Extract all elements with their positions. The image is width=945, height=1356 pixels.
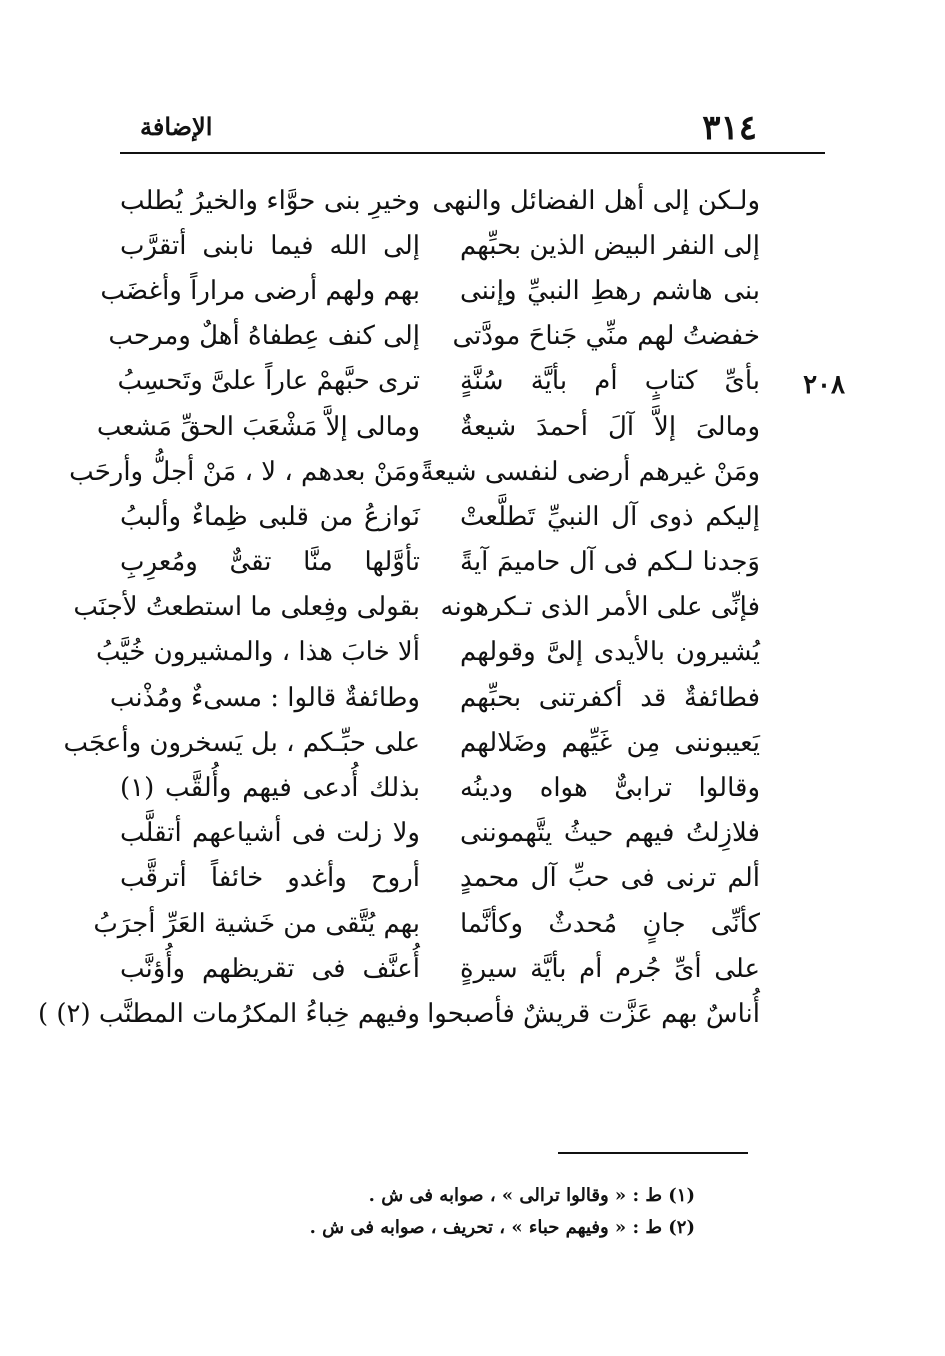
hemistich-second: وطائفةٌ قالوا : مسىءٌ ومُذْنب — [109, 682, 420, 713]
verse-row — [120, 223, 760, 268]
hemistich-first: فطائفةٌ قد أكفرتنى بحبِّهم — [460, 682, 760, 713]
verse-row — [93, 901, 760, 946]
hemistich-first: فإنِّى على الأمر الذى تـكرهونه — [440, 592, 760, 623]
verse-row — [96, 404, 760, 449]
hemistich-second: تأوَّلها منَّا تقىٌّ ومُعرِبِ — [120, 547, 420, 578]
verse-row — [120, 811, 760, 856]
hemistich-second: بهم يُتَّقى من خَشية العَرِّ أجرَبُ — [93, 908, 420, 939]
verse-row — [37, 991, 760, 1036]
footnote-rule — [558, 1152, 748, 1154]
verse-row — [63, 720, 760, 765]
verse-row — [100, 268, 760, 313]
hemistich-first: يُشيرون بالأيدى إلىَّ وقولهم — [460, 637, 760, 668]
hemistich-first: بنى هاشم رهطِ النبيِّ وإننى — [460, 275, 760, 306]
verse-row — [120, 540, 760, 585]
hemistich-second: بهم ولهم أرضى مراراً وأغضَب — [100, 275, 420, 306]
hemistich-first: ومَنْ غيرهم أرضى لنفسى شيعةً — [420, 456, 760, 487]
hemistich-second: ومَنْ بعدهم ، لا ، مَنْ أجلُّ وأرحَب — [69, 456, 420, 487]
hemistich-first: وقالوا ترابىٌّ هواه ودينُه — [460, 773, 760, 804]
hemistich-first: كأنِّى جانٍ مُحدثٌ وكأنَّما — [460, 908, 760, 939]
hemistich-first: يَعيبوننى مِن غَيِّهم وضَلالهم — [460, 727, 760, 758]
hemistich-first: خفضتُ لهم منِّي جَناحَ مودَّتى — [452, 321, 760, 352]
hemistich-second: ومالى إلاَّ مَشْعَبَ الحقِّ مَشعب — [96, 411, 420, 442]
verse-row — [120, 494, 760, 539]
hemistich-first: على أىِّ جُرم أم بأيَّة سيرةٍ — [460, 953, 760, 984]
header-rule — [120, 152, 825, 154]
hemistich-second: نَوازعُ من قلبى ظِماءٌ وألببُ — [120, 501, 420, 532]
hemistich-second: إلى الله فيما نابنى أتقرَّب — [120, 230, 420, 261]
hemistich-second: وخيرِ بنى حوَّاء والخيرُ يُطلب — [120, 185, 420, 216]
hemistich-first: ألم ترنى فى حبِّ آل محمدٍ — [460, 863, 760, 894]
hemistich-second: إلى كنف عِطفاهُ أهلٌ ومرحب — [108, 321, 420, 352]
hemistich-second: على حبِّـكم ، بل يَسخرون وأعجَب — [63, 727, 420, 758]
footnote-2: (٢) ط : « وفيهم حباء » ، تحريف ، صوابه فى ش . — [309, 1217, 695, 1238]
hemistich-first: وَجدنا لـكم فى آل حاميمَ آيةً — [460, 547, 760, 578]
hemistich-first: إليكم ذوى آل النبيِّ تَطلَّعتْ — [460, 501, 760, 532]
hemistich-first: بأىِّ كتابٍ أم بأيَّة سُنَّةٍ — [460, 366, 760, 397]
hemistich-second: بذلك أُدعى فيهم وأُلقَّب (١) — [120, 773, 420, 804]
verse-row — [108, 314, 760, 359]
hemistich-second: ولا زلت فى أشياعهم أتقلَّب — [120, 818, 420, 849]
verse-row — [120, 178, 760, 223]
hemistich-first: أُناسٌ بهم عَزَّت قريشٌ فأصبحوا — [427, 998, 760, 1029]
running-title: الإضافة — [140, 112, 213, 141]
verse-row — [120, 946, 760, 991]
hemistich-first: إلى النفر البيض الذين بحبِّهم — [459, 230, 760, 261]
hemistich-first: فلازِلتُ فيهم حيثُ يتَّهموننى — [460, 818, 760, 849]
verse-row — [73, 585, 760, 630]
hemistich-second: أُعنَّف فى تقريظهم وأُؤنَّب — [120, 953, 420, 984]
hemistich-second: وفيهم خِباءُ المكرُمات المطنَّب (٢) ) — [37, 998, 420, 1029]
hemistich-second: ألا خابَ هذا ، والمشيرون خُيَّبُ — [95, 637, 420, 668]
margin-verse-number: ٢٠٨ — [803, 370, 845, 400]
verse-row — [95, 630, 760, 675]
footnote-1: (١) ط : « وقالوا ترالى » ، صوابه فى ش . — [368, 1185, 695, 1206]
hemistich-second: بقولى وفِعلى ما استطعتُ لأجنَب — [73, 592, 420, 623]
hemistich-first: ولـكن إلى أهل الفضائل والنهى — [432, 185, 760, 216]
verse-row — [117, 359, 760, 404]
hemistich-first: ومالىَ إلاَّ آلَ أحمدَ شيعةٌ — [460, 411, 760, 442]
hemistich-second: أروح وأغدو خائفاً أترقَّب — [120, 863, 420, 894]
page-number: ٣١٤ — [702, 108, 757, 148]
footnotes — [135, 1180, 695, 1244]
verse-row — [120, 765, 760, 810]
hemistich-second: ترى حبَّهمْ عاراً علىَّ وتَحسِبُ — [117, 366, 420, 397]
verse-row — [109, 675, 760, 720]
verses-block — [37, 178, 760, 1037]
verse-row — [120, 856, 760, 901]
verse-row — [69, 449, 760, 494]
